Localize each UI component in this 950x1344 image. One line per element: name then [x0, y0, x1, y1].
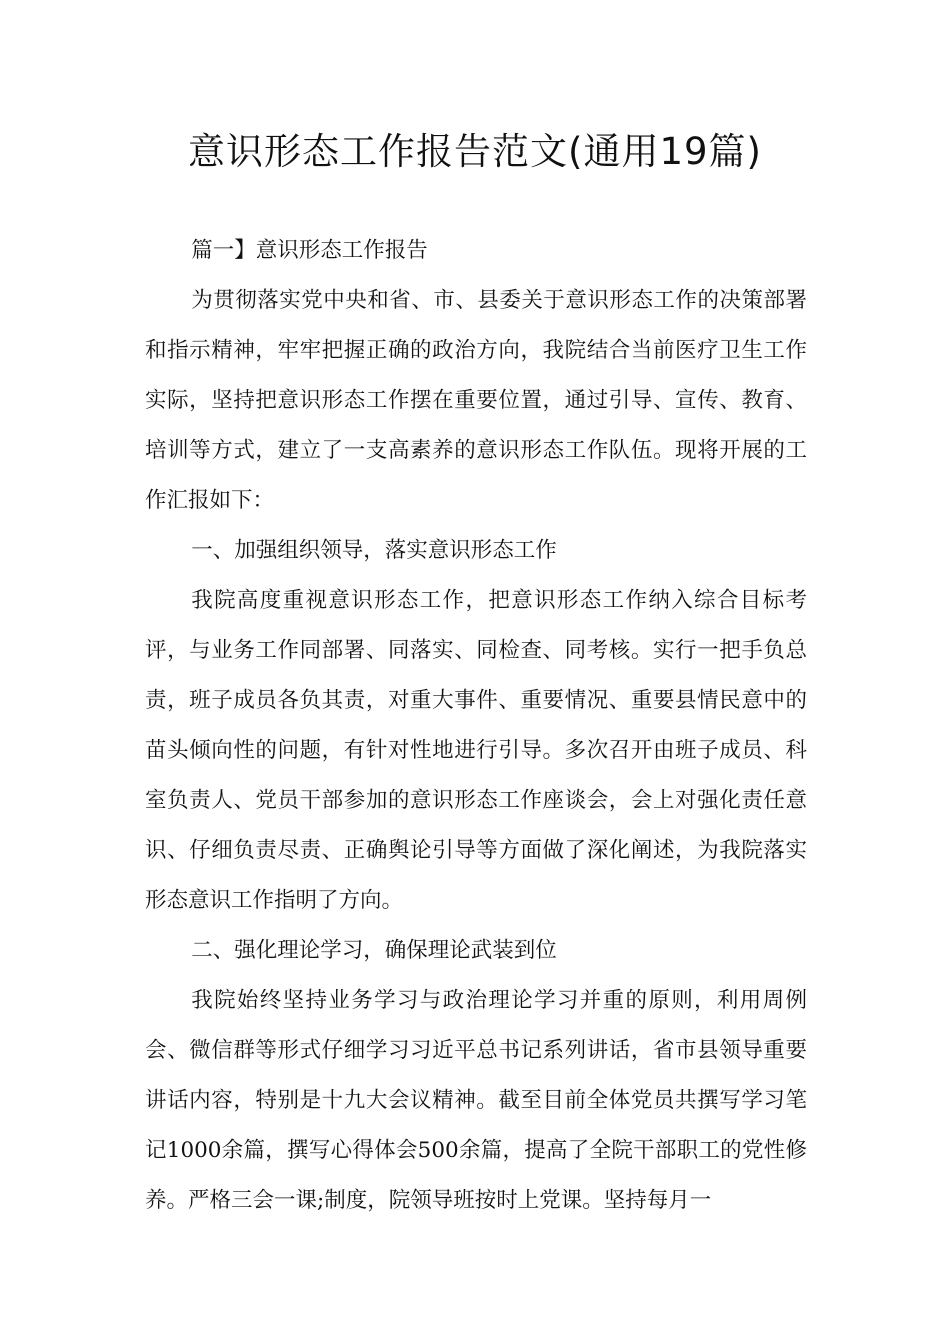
- document-body: [145, 226, 807, 1226]
- section-heading-chapter-one: 篇一】意识形态工作报告: [191, 238, 428, 263]
- document-title: 意识形态工作报告范文(通用19篇): [188, 130, 762, 173]
- section-heading-one: 一、加强组织领导，落实意识形态工作: [191, 538, 557, 563]
- section-one-paragraph: 我院高度重视意识形态工作，把意识形态工作纳入综合目标考评，与业务工作同部署、同落实、同检查、同考核。实行一把手负总责，班子成员各负其责，对重大事件、重要情况、重要县情民意中的苗头倾向性的问题，有针对性地进行引导。多次召开由班子成员、科室负责人、党员干部参加的意识形态工作座谈会，会上对强化责任意识、仔细负责尽责、正确舆论引导等方面做了深化阐述，为我院落实形态意识工作指明了方向。: [145, 588, 807, 913]
- section-heading-two: 二、强化理论学习，确保理论武装到位: [191, 938, 557, 963]
- intro-paragraph: 为贯彻落实党中央和省、市、县委关于意识形态工作的决策部署和指示精神，牢牢把握正确的政治方向，我院结合当前医疗卫生工作实际，坚持把意识形态工作摆在重要位置，通过引导、宣传、教育、培训等方式，建立了一支高素养的意识形态工作队伍。现将开展的工作汇报如下：: [145, 288, 807, 513]
- section-two-paragraph: 我院始终坚持业务学习与政治理论学习并重的原则，利用周例会、微信群等形式仔细学习习近平总书记系列讲话，省市县领导重要讲话内容，特别是十九大会议精神。截至目前全体党员共撰写学习笔记1000余篇，撰写心得体会500余篇，提高了全院干部职工的党性修养。严格三会一课;制度，院领导班按时上党课。坚持每月一: [145, 988, 807, 1213]
